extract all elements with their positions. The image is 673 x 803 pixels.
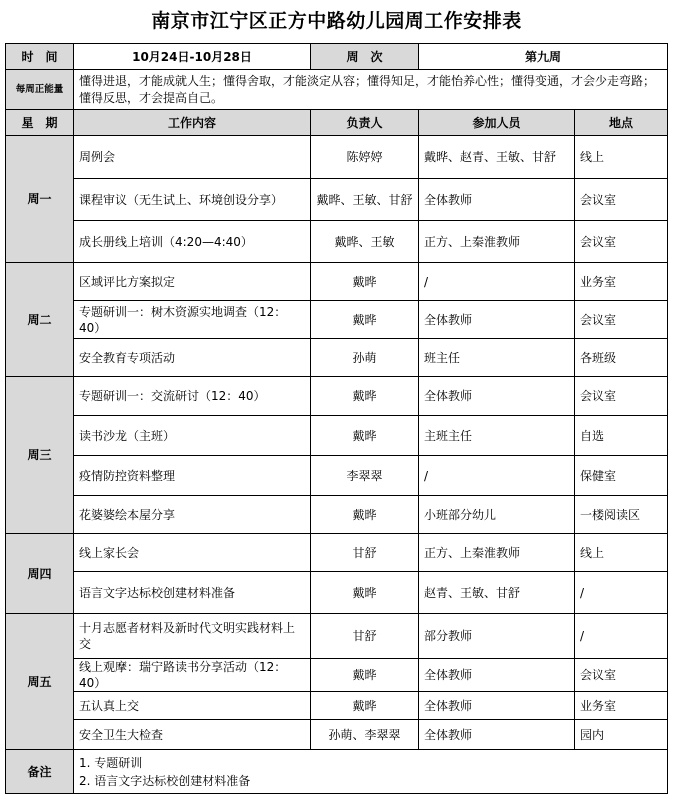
table-row xyxy=(6,720,668,750)
col-owner: 负责人 xyxy=(311,110,419,136)
owner-cell: 戴晔 xyxy=(311,659,419,692)
location-cell: 会议室 xyxy=(575,301,668,339)
col-content: 工作内容 xyxy=(74,110,311,136)
location-cell: 保健室 xyxy=(575,456,668,496)
location-cell: 各班级 xyxy=(575,339,668,377)
owner-cell: 戴晔 xyxy=(311,692,419,720)
date-range: 10月24日-10月28日 xyxy=(74,44,311,70)
content-cell: 安全卫生大检查 xyxy=(74,720,311,750)
time-label: 时 间 xyxy=(6,44,74,70)
owner-cell: 李翠翠 xyxy=(311,456,419,496)
location-cell: 业务室 xyxy=(575,263,668,301)
content-cell: 专题研训一：交流研讨（12：40） xyxy=(74,377,311,416)
day-cell: 周一 xyxy=(6,136,74,263)
owner-cell: 戴晔、王敏 xyxy=(311,221,419,263)
table-row xyxy=(6,221,668,263)
owner-cell: 陈婷婷 xyxy=(311,136,419,179)
owner-cell: 戴晔 xyxy=(311,377,419,416)
notes-content xyxy=(74,750,668,794)
location-cell: 会议室 xyxy=(575,377,668,416)
col-day: 星 期 xyxy=(6,110,74,136)
content-cell: 疫情防控资料整理 xyxy=(74,456,311,496)
table-row xyxy=(6,659,668,692)
day-cell: 周五 xyxy=(6,614,74,750)
notes-label: 备注 xyxy=(6,750,74,794)
location-cell: 会议室 xyxy=(575,179,668,221)
location-cell: 一楼阅读区 xyxy=(575,496,668,534)
participants-cell: 主班主任 xyxy=(419,416,575,456)
column-header-row xyxy=(6,110,668,136)
day-cell: 周二 xyxy=(6,263,74,377)
motto-row xyxy=(6,70,668,110)
content-cell: 区域评比方案拟定 xyxy=(74,263,311,301)
owner-cell: 甘舒 xyxy=(311,534,419,572)
day-cell: 周三 xyxy=(6,377,74,534)
note-item: 1. 专题研训 xyxy=(79,755,143,770)
table-row xyxy=(6,339,668,377)
location-cell: 自选 xyxy=(575,416,668,456)
page-title: 南京市江宁区正方中路幼儿园周工作安排表 xyxy=(151,10,522,32)
participants-cell: / xyxy=(419,263,575,301)
content-cell: 成长册线上培训（4:20—4:40） xyxy=(74,221,311,263)
table-row xyxy=(6,496,668,534)
content-cell: 周例会 xyxy=(74,136,311,179)
notes-row xyxy=(6,750,668,794)
participants-cell: 全体教师 xyxy=(419,377,575,416)
owner-cell: 戴晔 xyxy=(311,416,419,456)
owner-cell: 孙萌、李翠翠 xyxy=(311,720,419,750)
table-row xyxy=(6,572,668,614)
table-row xyxy=(6,136,668,179)
owner-cell: 戴晔 xyxy=(311,496,419,534)
week-label: 周 次 xyxy=(311,44,419,70)
participants-cell: 全体教师 xyxy=(419,659,575,692)
owner-cell: 甘舒 xyxy=(311,614,419,659)
content-cell: 读书沙龙（主班） xyxy=(74,416,311,456)
participants-cell: 正方、上秦淮教师 xyxy=(419,534,575,572)
content-cell: 课程审议（无生试上、环境创设分享） xyxy=(74,179,311,221)
location-cell: 会议室 xyxy=(575,221,668,263)
motto-text: 懂得进退，才能成就人生；懂得舍取，才能淡定从容；懂得知足，才能怡养心性；懂得变通，才会少走弯路；懂得反思，才会提高自己。 xyxy=(74,70,668,110)
location-cell: 园内 xyxy=(575,720,668,750)
owner-cell: 戴晔 xyxy=(311,572,419,614)
participants-cell: 部分教师 xyxy=(419,614,575,659)
location-cell: 会议室 xyxy=(575,659,668,692)
participants-cell: 正方、上秦淮教师 xyxy=(419,221,575,263)
header-row xyxy=(6,44,668,70)
location-cell: 业务室 xyxy=(575,692,668,720)
participants-cell: 全体教师 xyxy=(419,301,575,339)
content-cell: 线上家长会 xyxy=(74,534,311,572)
table-row xyxy=(6,456,668,496)
participants-cell: 戴晔、赵青、王敏、甘舒 xyxy=(419,136,575,179)
location-cell: / xyxy=(575,572,668,614)
participants-cell: 小班部分幼儿 xyxy=(419,496,575,534)
content-cell: 十月志愿者材料及新时代文明实践材料上交 xyxy=(74,614,311,659)
participants-cell: 班主任 xyxy=(419,339,575,377)
content-cell: 语言文字达标校创建材料准备 xyxy=(74,572,311,614)
table-row xyxy=(6,692,668,720)
content-cell: 线上观摩：瑞宁路读书分享活动（12：40） xyxy=(74,659,311,692)
table-row xyxy=(6,534,668,572)
table-row xyxy=(6,263,668,301)
content-cell: 五认真上交 xyxy=(74,692,311,720)
location-cell: / xyxy=(575,614,668,659)
participants-cell: 全体教师 xyxy=(419,179,575,221)
content-cell: 专题研训一：树木资源实地调查（12：40） xyxy=(74,301,311,339)
motto-label: 每周正能量 xyxy=(6,70,74,110)
col-location: 地点 xyxy=(575,110,668,136)
participants-cell: 全体教师 xyxy=(419,720,575,750)
participants-cell: 全体教师 xyxy=(419,692,575,720)
table-row xyxy=(6,179,668,221)
owner-cell: 戴晔 xyxy=(311,263,419,301)
owner-cell: 孙萌 xyxy=(311,339,419,377)
table-row xyxy=(6,416,668,456)
table-row xyxy=(6,301,668,339)
location-cell: 线上 xyxy=(575,136,668,179)
col-participants: 参加人员 xyxy=(419,110,575,136)
table-row xyxy=(6,614,668,659)
participants-cell: / xyxy=(419,456,575,496)
participants-cell: 赵青、王敏、甘舒 xyxy=(419,572,575,614)
owner-cell: 戴晔 xyxy=(311,301,419,339)
table-row xyxy=(6,377,668,416)
day-cell: 周四 xyxy=(6,534,74,614)
location-cell: 线上 xyxy=(575,534,668,572)
owner-cell: 戴晔、王敏、甘舒 xyxy=(311,179,419,221)
content-cell: 花婆婆绘本屋分享 xyxy=(74,496,311,534)
note-item: 2. 语言文字达标校创建材料准备 xyxy=(79,773,251,788)
schedule-table xyxy=(5,43,668,794)
week-value: 第九周 xyxy=(419,44,668,70)
content-cell: 安全教育专项活动 xyxy=(74,339,311,377)
